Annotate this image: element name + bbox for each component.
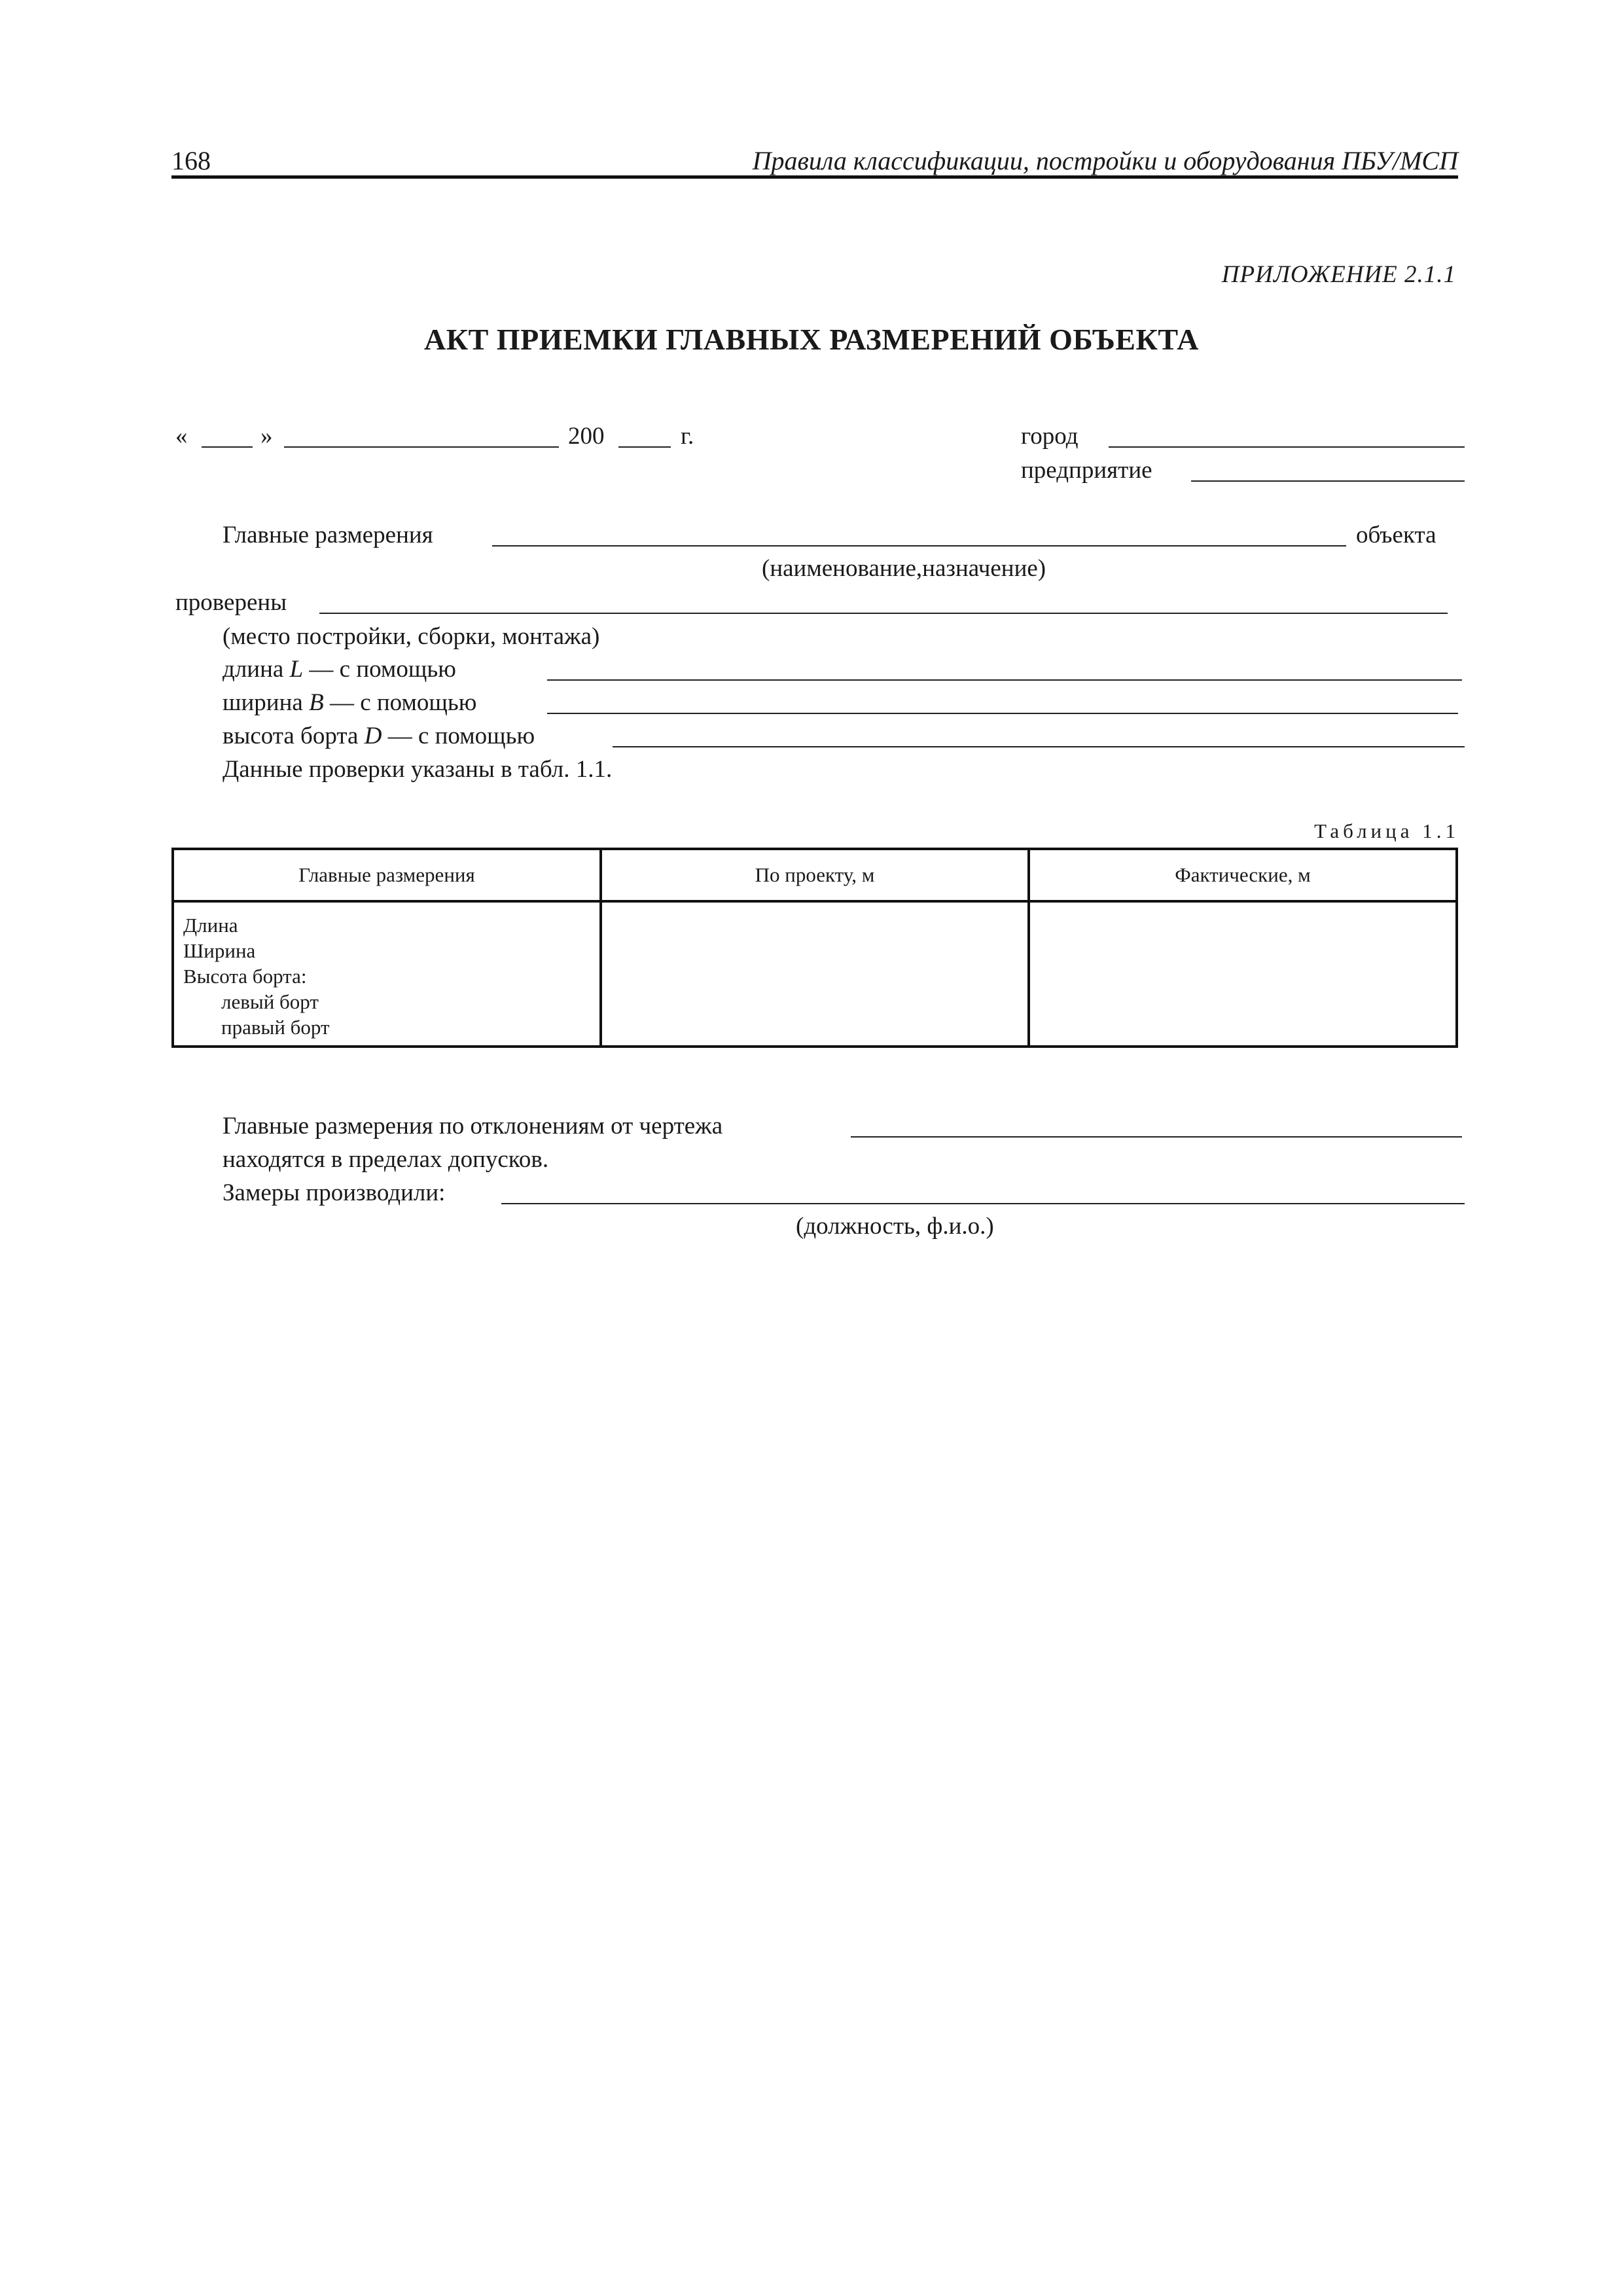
table-header-row: [173, 849, 1457, 901]
checked-label: проверены: [175, 589, 287, 616]
enterprise-field[interactable]: [1191, 480, 1465, 482]
header-rule: [171, 175, 1458, 179]
tolerance-text: находятся в пределах допусков.: [223, 1146, 549, 1173]
row-label-left-side: левый борт: [221, 990, 319, 1013]
row-label-right-side: правый борт: [221, 1016, 330, 1039]
appendix-label: ПРИЛОЖЕНИЕ 2.1.1: [1221, 261, 1456, 288]
document-title: АКТ ПРИЕМКИ ГЛАВНЫХ РАЗМЕРЕНИЙ ОБЪЕКТА: [424, 323, 1199, 356]
length-label: длина L — с помощью: [223, 656, 456, 683]
object-label: объекта: [1356, 522, 1436, 548]
table-row: [173, 901, 1457, 1047]
row-label-depth: Высота борта:: [183, 965, 307, 988]
year-field[interactable]: [618, 446, 671, 448]
measured-by-field[interactable]: [501, 1203, 1465, 1204]
day-field[interactable]: [202, 446, 253, 448]
width-label: ширина B — с помощью: [223, 689, 477, 716]
dimension-names-cell: [173, 901, 601, 1047]
deviation-field[interactable]: [851, 1136, 1462, 1138]
data-note: Данные проверки указаны в табл. 1.1.: [223, 756, 613, 783]
deviation-text: Главные размерения по отклонениям от чертежа: [223, 1113, 723, 1139]
column-header: По проекту, м: [601, 849, 1029, 901]
actual-values-cell[interactable]: [1029, 901, 1457, 1047]
width-method-field[interactable]: [547, 713, 1458, 714]
page-number: 168: [171, 146, 211, 175]
name-hint: (наименование,назначение): [762, 555, 1046, 582]
running-title: Правила классификации, постройки и оборудования ПБУ/МСП: [752, 146, 1458, 175]
measured-label: Замеры производили:: [223, 1179, 446, 1206]
table-caption: Таблица 1.1: [1314, 819, 1459, 842]
depth-label: высота борта D — с помощью: [223, 723, 535, 749]
column-header: Фактические, м: [1029, 849, 1457, 901]
main-dims-label: Главные размерения: [223, 522, 433, 548]
date-close-quote: »: [260, 423, 273, 450]
design-values-cell[interactable]: [601, 901, 1029, 1047]
column-header: Главные размерения: [173, 849, 601, 901]
place-hint: (место постройки, сборки, монтажа): [223, 623, 600, 650]
year-prefix: 200: [568, 423, 605, 450]
row-label-width: Ширина: [183, 939, 256, 962]
year-suffix: г.: [681, 423, 694, 450]
enterprise-label: предприятие: [1021, 457, 1152, 484]
city-label: город: [1021, 423, 1079, 450]
length-method-field[interactable]: [547, 679, 1462, 681]
row-label-length: Длина: [183, 914, 238, 937]
depth-method-field[interactable]: [613, 746, 1465, 747]
object-name-field[interactable]: [492, 545, 1346, 547]
date-open-quote: «: [175, 423, 188, 450]
position-hint: (должность, ф.и.о.): [796, 1213, 994, 1240]
dimensions-table: [171, 848, 1458, 1048]
month-field[interactable]: [284, 446, 559, 448]
city-field[interactable]: [1109, 446, 1465, 448]
place-field[interactable]: [319, 613, 1448, 614]
